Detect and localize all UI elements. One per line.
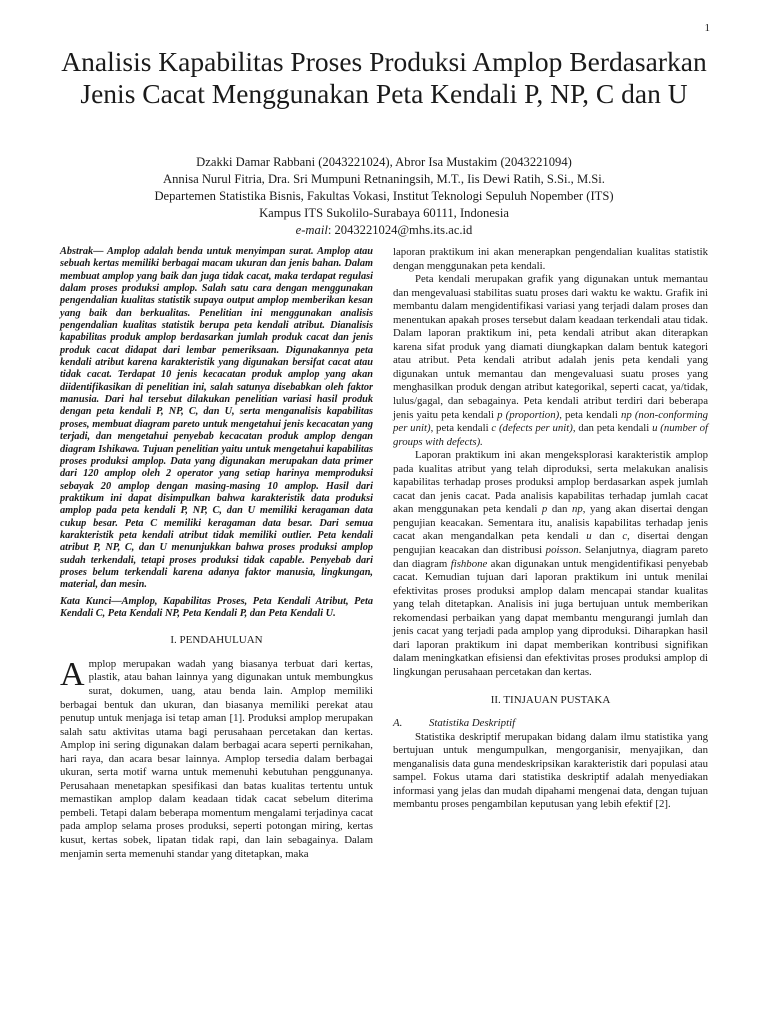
term-p: p bbox=[541, 503, 548, 516]
page-number: 1 bbox=[704, 22, 710, 34]
author-block bbox=[40, 154, 728, 239]
text-span: , peta kendali bbox=[559, 408, 621, 421]
paragraph: laporan praktikum ini akan menerapkan pengendalian kualitas statistik dengan menggunakan peta kendali. bbox=[393, 246, 708, 272]
left-column bbox=[60, 246, 373, 861]
subsection-title: Statistika Deskriptif bbox=[429, 717, 516, 730]
keywords: Kata Kunci—Amplop, Kapabilitas Proses, Peta Kendali Atribut, Peta Kendali C, Peta Kendali NP, Peta Kendali P, dan Peta Kendali U. bbox=[60, 595, 373, 619]
intro-text: mplop merupakan wadah yang biasanya terbuat dari kertas, plastik, atau bahan lainnya yang digunakan untuk membungkus surat, dokumen, uang, atau benda lain. Amplop memiliki berbagai bentuk dan ukuran, dan biasanya memiliki perekat atau penutup untuk menjaga isi tetap aman [1]. Produksi amplop merupakan salah satu aktivitas utama bagi perusahaan percetakan dan kertas. Amplop ini sering digunakan dalam berbagai acara seperti pernikahan, hari raya, dan acara besar lainnya. Amplop tersedia dalam berbagai ukuran, serta motif warna untuk memenuhi kebutuhan penggunanya. Perusahaan menetapkan spesifikasi dan batas kualitas tertentu untuk memastikan amplop dalam keadaan tidak cacat sebelum diterima pembeli. Tetapi dalam beberapa momentum mengalami terjadinya cacat pada amplop selama proses produksi, seperti potongan miring, kertas kusut, kertas sobek, lipatan tidak rapi, dan lain sebagainya. Dalam menjamin serta memenuhi standar yang ditetapkan, maka bbox=[60, 657, 373, 860]
drop-cap: A bbox=[60, 655, 85, 693]
text-span: Peta kendali merupakan grafik yang digunakan untuk memantau dan mengevaluasi stabilitas suatu proses dari waktu ke waktu. Grafik ini membantu dalam mengidentifikasi variasi yang terjadi dalam proses dan menentukan apakah proses tersebut dalam keadaan terkendali atau tidak. Dalam laporan praktikum ini, peta kendali atribut akan diterapkan karena sifat produk yang diamati diungkapkan dalam bentuk kategori atau atribut. Peta kendali atribut adalah jenis peta kendali yang digunakan untuk memantau dan mengevaluasi suatu proses yang menghasilkan produk dengan atribut kategorikal, seperti cacat, ya/tidak, lulus/gagal, dan sebagainya. Peta kendali atribut terdiri dari beberapa jenis yaitu peta kendali bbox=[393, 273, 708, 421]
intro-paragraph bbox=[60, 655, 373, 861]
term-p: p (proportion) bbox=[497, 408, 560, 421]
term-u: u (number of groups with defects). bbox=[393, 422, 709, 448]
address-line: Kampus ITS Sukolilo-Surabaya 60111, Indonesia bbox=[259, 206, 509, 220]
text-span: Laporan praktikum ini akan mengeksplorasi karakteristik amplop pada kualitas atribut yang telah diproduksi, serta melakukan analisis kapabilitas terhadap proses produksi amplop berdasarkan aspek jumlah cacat dan jenis cacat. Pada analisis kapabilitas terhadap jumlah cacat akan menggunakan peta kendali bbox=[393, 449, 708, 516]
author-line: Annisa Nurul Fitria, Dra. Sri Mumpuni Retnaningsih, M.T., Iis Dewi Ratih, S.Si., M.Si. bbox=[163, 172, 605, 186]
section-heading-introduction: I. PENDAHULUAN bbox=[170, 634, 263, 647]
text-span: . Selanjutnya, diagram pareto dan diagram bbox=[393, 544, 709, 570]
term-poisson: poisson bbox=[545, 544, 579, 557]
section-heading-literature-review: II. TINJAUAN PUSTAKA bbox=[490, 693, 611, 706]
term-u: u bbox=[586, 530, 592, 543]
term-fishbone: fishbone bbox=[450, 557, 488, 570]
email-label: e-mail bbox=[295, 223, 328, 237]
text-span: dan bbox=[591, 530, 623, 543]
abstract: Abstrak— Amplop adalah benda untuk menyimpan surat. Amplop atau sebuah kertas memiliki berbagai macam ukuran dan jenis bahan. Dalam membuat amplop yang baik dan juga tidak cacat, maka terdapat regulasi dalam proses produksi amplop. Salah satu cara dengan menggunakan pengendalian kualitas statistik supaya output amplop memberikan kesan yang baik dan berkualitas. Penelitian ini menggunakan analisis pengendalian kualitas statistik berupa peta kendali atribut. Dianalisis kapabilitas produk amplop berdasarkan jumlah produk cacat dan jenis produk cacat didapat dari lembar pemeriksaan. Digunakannya peta kendali atribut karena karakteristik yang digunakan bersifat cacat atau tidak cacat. Terdapat 10 jenis kecacatan produk amplop yang akan diidentifikasikan di penelitian ini, salah satunya disebabkan oleh faktor manusia. Dari hal tersebut dilakukan penelitian variasi hasil produk dengan peta kendali P, NP, C, dan U, serta menganalisis kapabilitas proses, membuat diagram pareto untuk mengetahui jenis kecacatan yang terjadi, dan mengetahui penyebab kecacatan produk amplop dengan diagram Ishikawa. Tujuan penelitian yaitu untuk mengetahui kapabilitas proses produksi amplop. Data yang digunakan merupakan data primer dari 120 amplop oleh 2 operator yang setiap harinya memproduksi sebayak 20 amplop dengan masing-masing 10 amplop. Hasil dari praktikum ini dapat disimpulkan bahwa karakteristik data produksi amplop pada peta kendali P, NP, C, dan U memiliki keragaman data cukup besar. Peta C memiliki keragaman data besar. Dari semua karakteristik peta kendali atribut tidak memiliki outlier. Peta kendali atribut P, NP, C, dan U menunjukkan bahwa proses produksi amplop sudah terkendali, tetapi proses produksi tidak capable. Penyebab dari proses belum terkendali karena adanya faktor manusia, lingkungan, material, dan mesin. bbox=[60, 246, 373, 591]
text-span: , peta kendali bbox=[430, 422, 492, 435]
term-np: np bbox=[571, 503, 583, 516]
text-span: dan bbox=[547, 503, 572, 516]
text-span: , disertai dengan pengujian keacakan dan distribusi bbox=[393, 530, 708, 557]
subsection-number: A. bbox=[393, 717, 403, 730]
email-line bbox=[40, 222, 728, 239]
paragraph-objectives bbox=[393, 449, 708, 679]
author-line: Dzakki Damar Rabbani (2043221024), Abror Isa Mustakim (2043221094) bbox=[196, 155, 572, 169]
subsection-heading bbox=[393, 717, 708, 731]
term-c: c (defects per unit) bbox=[491, 422, 573, 435]
text-span: , yang akan disertai dengan pengujian keacakan. Sementara itu, analisis kapabilitas terhadap jenis cacat akan mengandalkan peta kendali bbox=[393, 503, 708, 543]
affiliation-line: Departemen Statistika Bisnis, Fakultas Vokasi, Institut Teknologi Sepuluh Nopember (ITS) bbox=[154, 189, 614, 203]
paragraph-descriptive-statistics: Statistika deskriptif merupakan bidang dalam ilmu statistika yang bertujuan untuk mengumpulkan, mengorganisir, menyajikan, dan menganalisis data guna mendeskripsikan karakteristik dari populasi atau sampel. Fokus utama dari statistika deskriptif adalah menyediakan informasi yang jelas dan mudah dipahami mengenai data, dengan tujuan membantu proses pengambilan keputusan yang lebih efektif [2]. bbox=[393, 730, 708, 811]
right-column bbox=[393, 246, 708, 812]
email-value: : 2043221024@mhs.its.ac.id bbox=[327, 223, 473, 237]
text-span: akan digunakan untuk mengidentifikasi penyebab cacat. Kemudian tujuan dari laporan praktikum ini untuk menilai efektivitas proses produksi amplop dalam mencapai standar kualitas yang telah ditetapkan. Analisis ini juga bertujuan untuk memberikan rekomendasi perbaikan yang dapat membantu mengurangi jumlah dan jenis cacat yang terjadi pada amplop yang diproduksi. Diharapkan hasil dari laporan praktikum ini dapat memberikan kontribusi signifikan dalam meningkatkan efisiensi dan efektivitas proses produksi amplop di lingkungan perusahaan percetakan dan kertas. bbox=[393, 557, 708, 678]
text-span: , dan peta kendali bbox=[572, 422, 653, 435]
paragraph-control-chart bbox=[393, 273, 708, 449]
term-np: np (non-conforming per unit) bbox=[393, 408, 708, 435]
term-c: c bbox=[622, 530, 628, 543]
paper-title: Analisis Kapabilitas Proses Produksi Amplop Berdasarkan Jenis Cacat Menggunakan Peta Kendali P, NP, C dan U bbox=[61, 46, 707, 109]
